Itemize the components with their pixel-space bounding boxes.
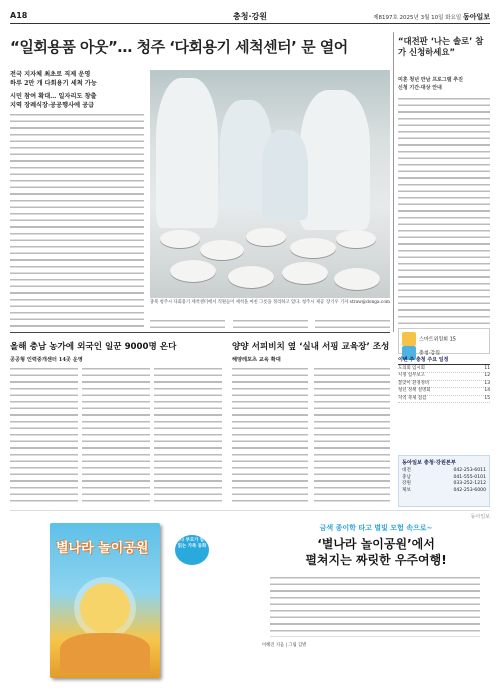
ad-brand: 동아일보 — [470, 514, 490, 520]
second-body-col3 — [154, 366, 222, 504]
section-divider — [10, 332, 390, 333]
contact-label: 강원 — [402, 481, 411, 487]
issue-info — [373, 12, 490, 22]
page-number: A18 — [10, 11, 28, 20]
contact-phone: 041-555-0101 — [453, 474, 486, 480]
contact-label: 대전 — [402, 468, 411, 473]
third-subhead: 해양레포츠 교육 확대 — [232, 357, 281, 363]
ad-author: 이혜진 지음 | 그림 김별 — [262, 643, 307, 648]
main-photo — [150, 70, 390, 298]
caption-text: 충북 청주시 다회용기 세척센터에서 직원들이 세척을 마친 그릇을 정리하고 있다. 청주시 제공 — [150, 300, 325, 305]
main-lede — [10, 70, 144, 110]
page-header — [10, 10, 490, 24]
table-row — [398, 388, 490, 395]
second-subhead: 공공형 인력중개센터 14곳 운영 — [10, 357, 83, 363]
row-label: 청년 정책 설명회 — [398, 388, 431, 394]
column-divider — [393, 32, 394, 332]
section-title: 충청·강원 — [233, 12, 267, 21]
side-headline: “대전판 ‘나는 솔로’ 참가 신청하세요” — [398, 36, 484, 57]
contact-box — [398, 455, 490, 507]
side-body — [398, 96, 490, 324]
badge-line1: 스마트위원회 15 — [419, 336, 456, 343]
row-value: 12 — [484, 373, 490, 379]
logo-icon — [402, 332, 416, 346]
row-label: 도의회 임시회 — [398, 366, 425, 371]
contact-row — [402, 468, 486, 475]
schedule-table — [398, 356, 490, 403]
row-label: 시정 업무보고 — [398, 373, 425, 379]
main-body-col2 — [150, 318, 225, 328]
contact-phone: 033-252-1212 — [453, 481, 486, 487]
contact-label: 제보 — [402, 487, 411, 493]
main-body-col1 — [10, 112, 144, 328]
table-row — [398, 373, 490, 380]
lede-line: 하루 2만 개 다회용기 세척 가능 — [10, 80, 97, 87]
lede-line: 전국 지자체 최초로 직제 운영 — [10, 71, 91, 78]
schedule-title: 이번 주 충청 주요 일정 — [398, 356, 490, 365]
row-value: 14 — [484, 388, 490, 394]
book-title: 별나라 놀이공원 — [56, 541, 149, 556]
byline: 장기우 기자 straw@donga.com — [326, 300, 390, 305]
row-label: 지역 축제 점검 — [398, 395, 427, 401]
paper-name: 동아일보 — [462, 13, 490, 21]
contact-label: 충남 — [402, 474, 411, 480]
third-headline: 양양 서피비치 옆 ‘실내 서핑 교육장’ 조성 — [232, 342, 390, 352]
issue-date: 제8197호 2025년 3월 10일 화요일 — [373, 15, 462, 21]
main-body-col4 — [315, 318, 390, 328]
second-body-col1 — [10, 366, 78, 504]
contact-phone: 042-253-6011 — [453, 468, 486, 473]
side-subhead-2: 신청 기간·대상 안내 — [398, 85, 442, 91]
contact-title: 동아일보 충청·강원본부 — [402, 460, 456, 466]
row-label: 봄맞이 환경정비 — [398, 380, 430, 386]
second-headline: 올해 충남 농가에 외국인 일꾼 9000명 온다 — [10, 342, 177, 352]
ad-title-line2: 펼쳐지는 짜릿한 우주여행! — [305, 553, 447, 567]
main-body-col3 — [233, 318, 308, 328]
third-body-col1 — [232, 366, 308, 504]
badge-line2: 충청·강원 — [419, 350, 440, 357]
contact-row — [402, 481, 486, 488]
moon-illustration — [80, 583, 130, 633]
lede-line: 지역 장례식장·공공행사에 공급 — [10, 102, 95, 109]
photo-caption — [150, 300, 390, 306]
main-headline: “일회용품 아웃”… 청주 ‘다회용기 세척센터’ 문 열어 — [10, 38, 348, 56]
badge-box — [398, 328, 490, 357]
row-value: 13 — [484, 380, 490, 386]
contact-phone: 042-253-6000 — [453, 487, 486, 493]
row-value: 15 — [484, 395, 490, 401]
second-body-col2 — [82, 366, 150, 504]
contact-row — [402, 488, 486, 495]
ad-tagline: 금색 종이학 타고 별빛 모험 속으로~ — [319, 524, 433, 532]
ad-body — [270, 575, 480, 637]
table-row — [398, 396, 490, 403]
ad-title-line1: ‘별나라 놀이공원’에서 — [317, 537, 435, 551]
row-value: 11 — [484, 366, 490, 371]
hill-illustration — [60, 633, 150, 673]
book-ribbon: 지나 부모가 함께 읽는 가족 동화 — [175, 535, 209, 565]
lede-line: 시민 참여 확대… 일자리도 창출 — [10, 93, 97, 100]
side-subhead: 미혼 청년 만남 프로그램 추진 — [398, 77, 463, 83]
book-cover[interactable] — [50, 523, 160, 678]
third-body-col2 — [314, 366, 390, 504]
